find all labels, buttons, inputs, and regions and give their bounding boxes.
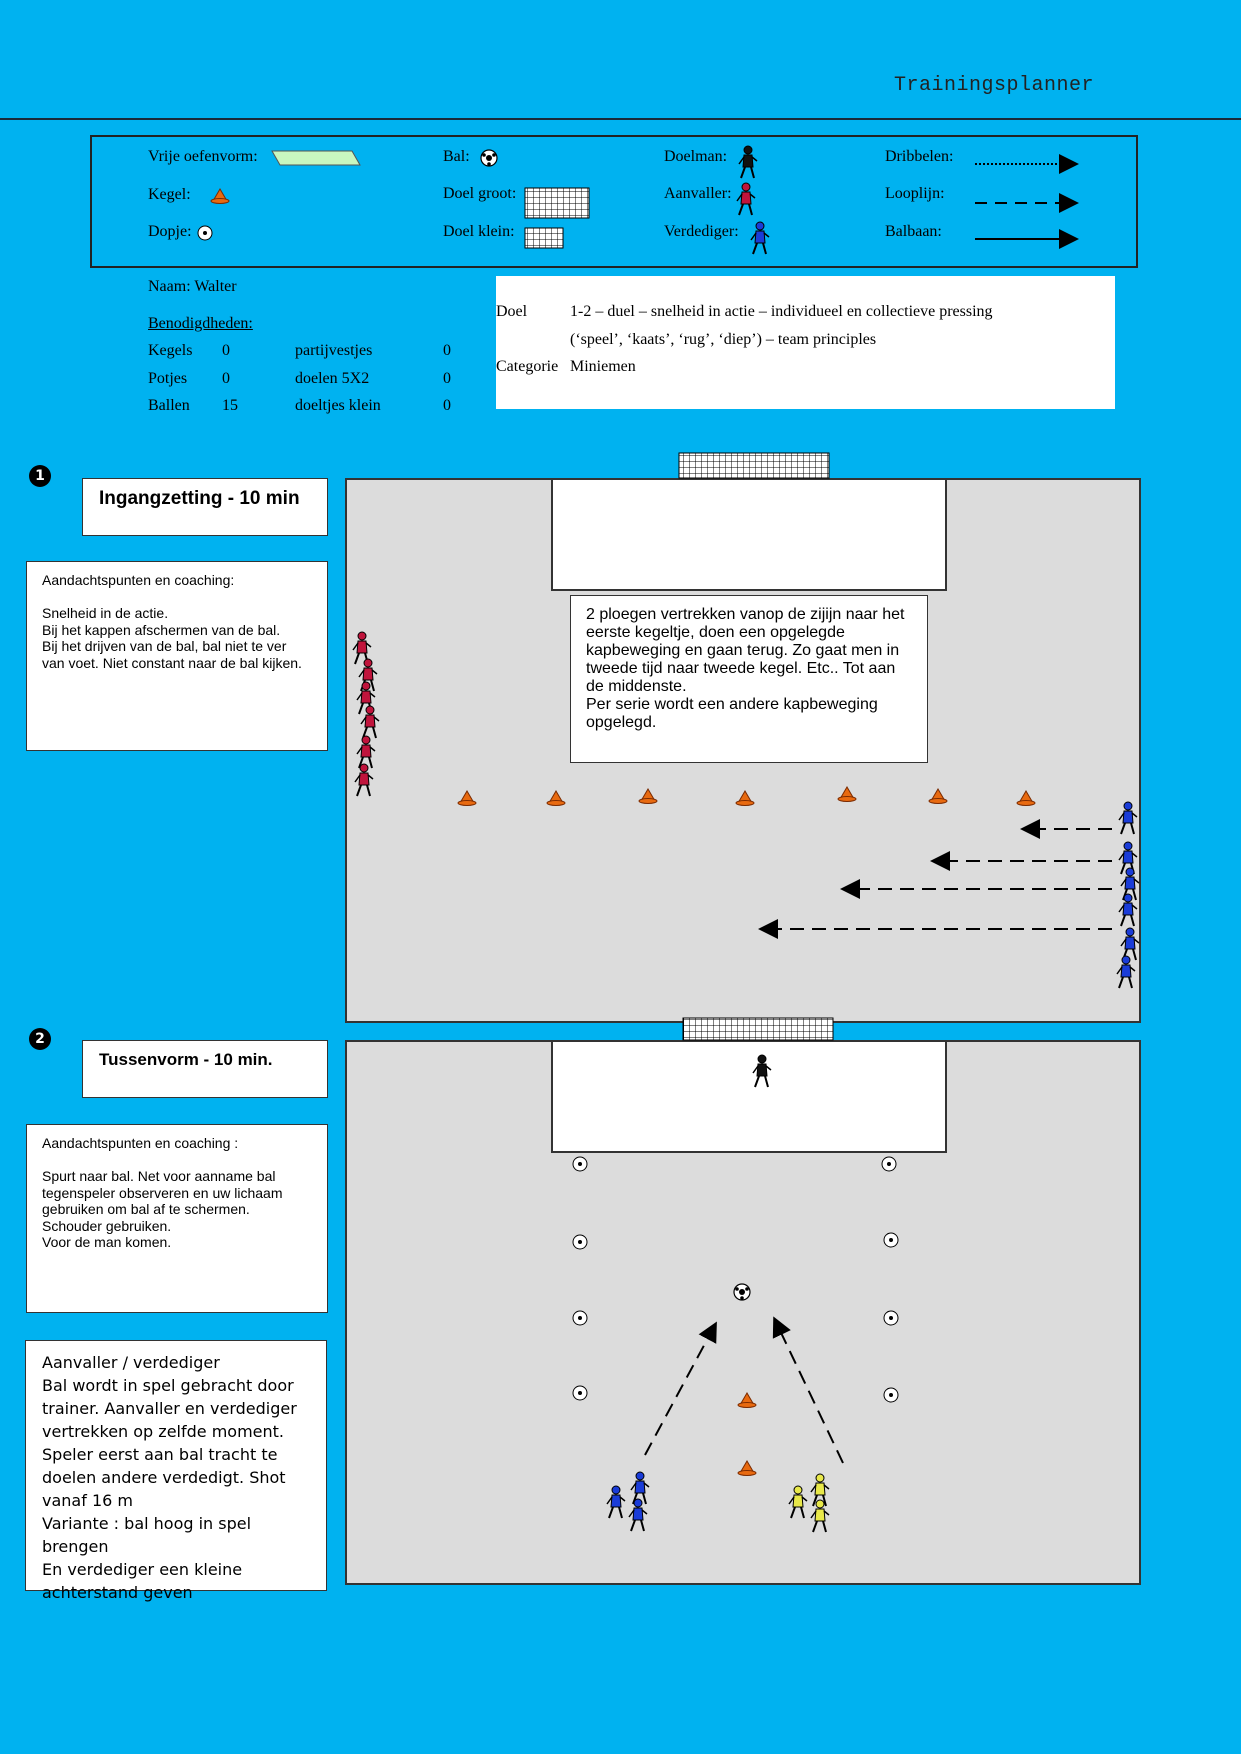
category-value: Miniemen (570, 358, 636, 375)
equipment-item: doelen 5X2 (295, 370, 370, 387)
exercise1-number: 1 (29, 465, 51, 487)
goal-text-line2: (‘speel’, ‘kaats’, ‘rug’, ‘diep’) – team principles (570, 331, 877, 348)
exercise2-attackers (789, 1474, 829, 1532)
equipment-qty: 15 (222, 397, 238, 414)
exercise2-notes: Aanvaller / verdediger Bal wordt in spel gebracht door trainer. Aanvaller en verdediger vertrekken op zelfde moment. Speler eerst aan bal tracht te doelen andere verdedigt. Shot vanaf 16 m Variante : bal hoog in spel brengen En verdediger een kleine achterstand geven (25, 1340, 327, 1591)
goal-label: Doel (496, 303, 528, 320)
legend-goalkeeper-label: Doelman: (664, 148, 728, 165)
legend-run-label: Looplijn: (885, 185, 945, 202)
exercise2-number: 2 (29, 1028, 51, 1050)
exercise1-cones (458, 787, 1035, 806)
exercise1-goal (679, 453, 829, 478)
ball-icon (481, 150, 497, 166)
exercise1-defenders (1117, 802, 1139, 988)
goalkeeper-icon (739, 146, 757, 178)
small-goal-icon (525, 228, 563, 248)
exercise1-title: Ingangzetting - 10 min (82, 478, 328, 536)
legend-ball-path-label: Balbaan: (885, 223, 942, 240)
exercise2-markers (573, 1157, 898, 1402)
marker-icon (198, 226, 212, 240)
exercise2-ball (734, 1284, 750, 1300)
cone-icon (211, 189, 229, 204)
equipment-item: Ballen (148, 397, 190, 414)
legend-attacker-label: Aanvaller: (664, 185, 732, 202)
legend-ball-label: Bal: (443, 148, 470, 165)
exercise2-defenders (607, 1472, 649, 1531)
free-shape-icon (272, 151, 360, 165)
equipment-item: Kegels (148, 342, 193, 359)
exercise1-description: 2 ploegen vertrekken vanop de zijijn naar het eerste kegeltje, doen een opgelegde kapbeweging en gaan terug. Zo gaat men in tweede tijd naar tweede kegel. Etc.. Tot aan de middenste. Per serie wordt een andere kapbeweging opgelegd. (570, 595, 928, 763)
equipment-heading: Benodigdheden: (148, 315, 253, 332)
category-label: Categorie (496, 358, 559, 375)
page-title: Trainingsplanner (894, 74, 1095, 97)
equipment-item: partijvestjes (295, 342, 373, 359)
exercise2-run-lines (645, 1320, 843, 1463)
exercise2-coaching: Aandachtspunten en coaching : Spurt naar bal. Net voor aanname bal tegenspeler observeren en uw lichaam gebruiken om bal af te schermen. Schouder gebruiken. Voor de man komen. (26, 1124, 328, 1313)
exercise1-run-lines (762, 829, 1112, 929)
legend-dribble-label: Dribbelen: (885, 148, 954, 165)
equipment-qty: 0 (443, 370, 451, 387)
equipment-qty: 0 (222, 370, 230, 387)
legend-free-shape-label: Vrije oefenvorm: (148, 148, 258, 165)
equipment-qty: 0 (222, 342, 230, 359)
big-goal-icon (525, 188, 589, 218)
equipment-item: Potjes (148, 370, 188, 387)
attacker-icon (737, 183, 755, 215)
exercise2-cones (738, 1393, 756, 1476)
legend-defender-label: Verdediger: (664, 223, 739, 240)
goal-text-line1: 1-2 – duel – snelheid in actie – individueel en collectieve pressing (570, 303, 993, 320)
defender-icon (751, 222, 769, 254)
equipment-qty: 0 (443, 342, 451, 359)
legend-big-goal-label: Doel groot: (443, 185, 517, 202)
exercise1-coaching: Aandachtspunten en coaching: Snelheid in de actie. Bij het kappen afschermen van de bal. Bij het drijven van de bal, bal niet te ver van voet. Niet constant naar de bal kijken. (26, 561, 328, 751)
legend-small-goal-label: Doel klein: (443, 223, 515, 240)
exercise1-attackers (353, 632, 379, 796)
legend-marker-label: Dopje: (148, 223, 192, 240)
legend-cone-label: Kegel: (148, 186, 191, 203)
exercise2-title: Tussenvorm - 10 min. (82, 1040, 328, 1098)
equipment-qty: 0 (443, 397, 451, 414)
exercise2-goal (683, 1018, 833, 1040)
exercise2-goalkeeper (753, 1055, 771, 1087)
equipment-item: doeltjes klein (295, 397, 381, 414)
trainer-name: Naam: Walter (148, 278, 237, 295)
